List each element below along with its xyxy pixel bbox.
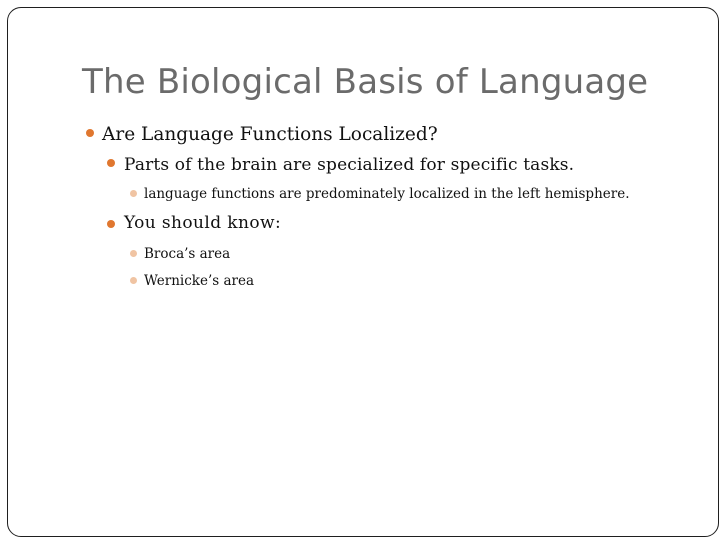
bullet-dot-icon bbox=[130, 190, 137, 197]
bullet-dot-icon bbox=[86, 129, 94, 137]
bullet-dot-icon bbox=[130, 277, 137, 284]
bullet-dot-icon bbox=[107, 220, 115, 228]
bullet-level1-localized: Are Language Functions Localized? bbox=[102, 124, 438, 145]
bullet-dot-icon bbox=[107, 159, 115, 167]
bullet-level3-wernickes-area: Wernicke’s area bbox=[144, 273, 255, 289]
bullet-level3-left-hemisphere: language functions are predominately localized in the left hemisphere. bbox=[144, 186, 630, 202]
bullet-level2-you-should-know: You should know: bbox=[124, 213, 282, 233]
bullet-level2-specialized: Parts of the brain are specialized for specific tasks. bbox=[124, 155, 575, 175]
bullet-level3-brocas-area: Broca’s area bbox=[144, 246, 231, 262]
bullet-dot-icon bbox=[130, 250, 137, 257]
slide-title: The Biological Basis of Language bbox=[82, 62, 649, 102]
